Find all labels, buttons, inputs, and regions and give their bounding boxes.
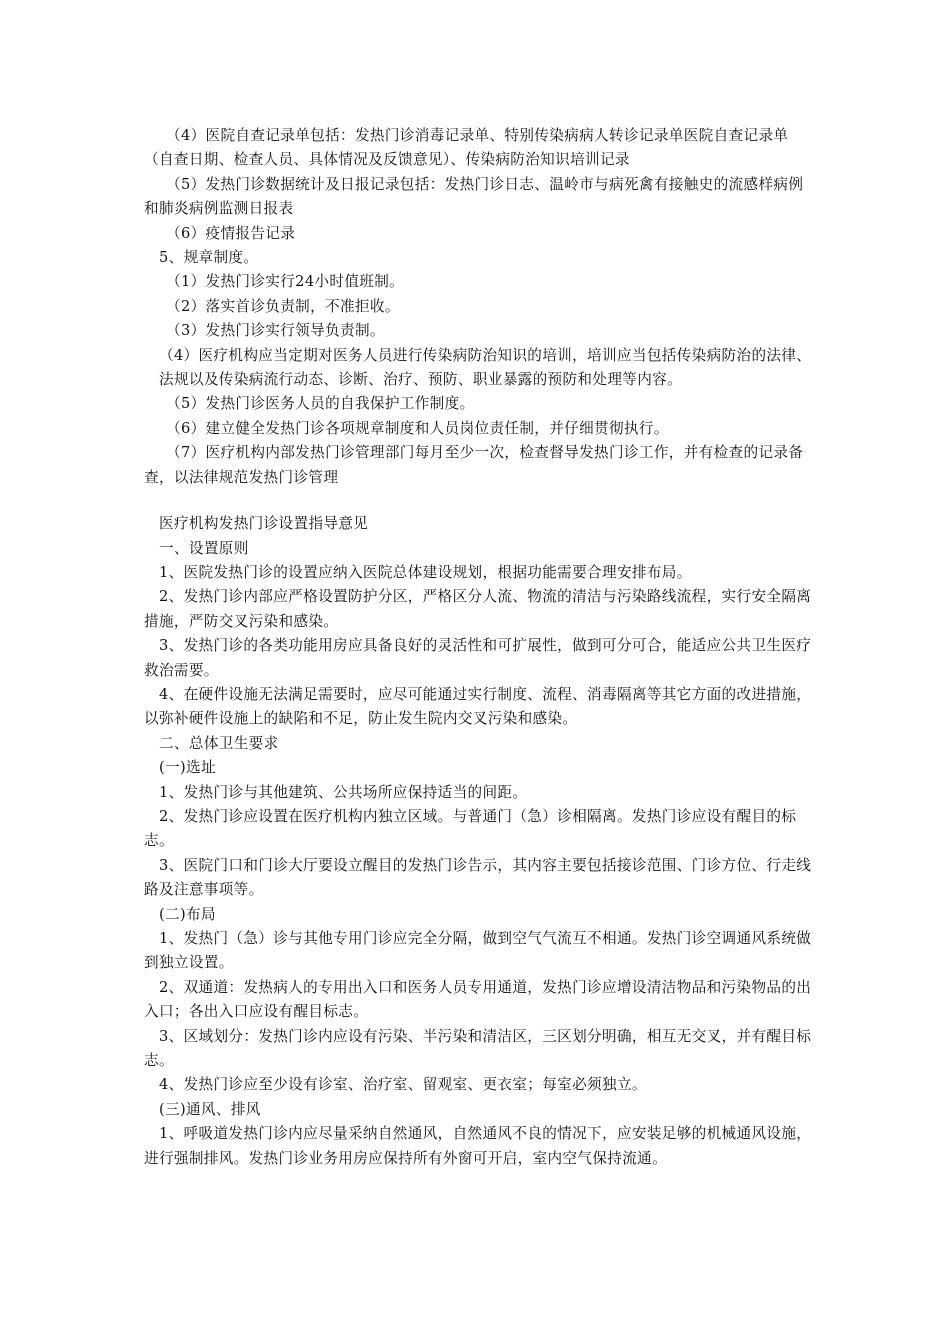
paragraph: 4、发热门诊应至少设有诊室、治疗室、留观室、更衣室；每室必须独立。 [159,1076,647,1094]
paragraph: 1、发热门（急）诊与其他专用门诊应完全分隔，做到空气气流互不相通。发热门诊空调通风系统做到独立设置。 [144,930,812,972]
paragraph: 2、双通道：发热病人的专用出入口和医务人员专用通道，发热门诊应增设清洁物品和污染物品的出入口；各出入口应设有醒目标志。 [144,978,812,1021]
paragraph: 4、在硬件设施无法满足需要时，应尽可能通过实行制度、流程、消毒隔离等其它方面的改进措施，以弥补硬件设施上的缺陷和不足，防止发生院内交叉污染和感染。 [144,685,812,728]
paragraph: （7）医疗机构内部发热门诊管理部门每月至少一次，检查督导发热门诊工作，并有检查的记录备查，以法律规范发热门诊管理 [144,444,804,486]
section-gap [144,490,814,512]
paragraph: （6）疫情报告记录 [166,224,296,242]
paragraph: （2）落实首诊负责制，不准拒收。 [166,297,400,315]
paragraph: （1）发热门诊实行24小时值班制。 [166,273,405,291]
paragraph: 2、发热门诊应设置在医疗机构内独立区域。与普通门（急）诊相隔离。发热门诊应设有醒目的标志。 [144,807,797,850]
paragraph: (三)通风、排风 [159,1100,261,1118]
paragraph: （4）医疗机构应当定期对医务人员进行传染病防治知识的培训，培训应当包括传染病防治的法律、法规以及传染病流行动态、诊断、治疗、预防、职业暴露的预防和处理等内容。 [159,346,812,389]
paragraph: （4）医院自查记录单包括：发热门诊消毒记录单、特别传染病病人转诊记录单医院自查记录单（自查日期、检查人员、具体情况及反馈意见）、传染病防治知识培训记录 [144,127,789,169]
paragraph: 3、发热门诊的各类功能用房应具备良好的灵活性和可扩展性，做到可分可合，能适应公共卫生医疗救治需要。 [144,637,812,679]
paragraph: 3、区域划分：发热门诊内应设有污染、半污染和清洁区，三区划分明确，相互无交叉，并有醒目标志。 [144,1027,812,1070]
paragraph: (一)选址 [159,759,216,777]
paragraph: 一、设置原则 [159,539,249,557]
paragraph: 二、总体卫生要求 [159,734,279,752]
document-body [144,124,814,1171]
paragraph: （3）发热门诊实行领导负责制。 [166,322,385,340]
paragraph: 医疗机构发热门诊设置指导意见 [159,515,369,533]
paragraph: （5）发热门诊医务人员的自我保护工作制度。 [166,395,475,413]
paragraph: 2、发热门诊内部应严格设置防护分区，严格区分人流、物流的清洁与污染路线流程，实行安全隔离措施，严防交叉污染和感染。 [144,588,812,630]
paragraph: 1、发热门诊与其他建筑、公共场所应保持适当的间距。 [159,783,528,801]
paragraph: （6）建立健全发热门诊各项规章制度和人员岗位责任制，并仔细贯彻执行。 [166,419,669,437]
paragraph: 5、规章制度。 [159,249,259,267]
section-records-and-rules [144,124,814,490]
section-fever-clinic-guidelines [144,512,814,1171]
paragraph: 1、医院发热门诊的设置应纳入医院总体建设规划，根据功能需要合理安排布局。 [159,563,692,581]
paragraph: 1、呼吸道发热门诊内应尽量采纳自然通风，自然通风不良的情况下，应安装足够的机械通风设施，进行强制排风。发热门诊业务用房应保持所有外窗可开启，室内空气保持流通。 [144,1125,812,1167]
paragraph: 3、医院门口和门诊大厅要设立醒目的发热门诊告示，其内容主要包括接诊范围、门诊方位、行走线路及注意事项等。 [144,856,812,899]
paragraph: (二)布局 [159,905,216,923]
paragraph: （5）发热门诊数据统计及日报记录包括：发热门诊日志、温岭市与病死禽有接触史的流感样病例和肺炎病例监测日报表 [144,175,804,218]
